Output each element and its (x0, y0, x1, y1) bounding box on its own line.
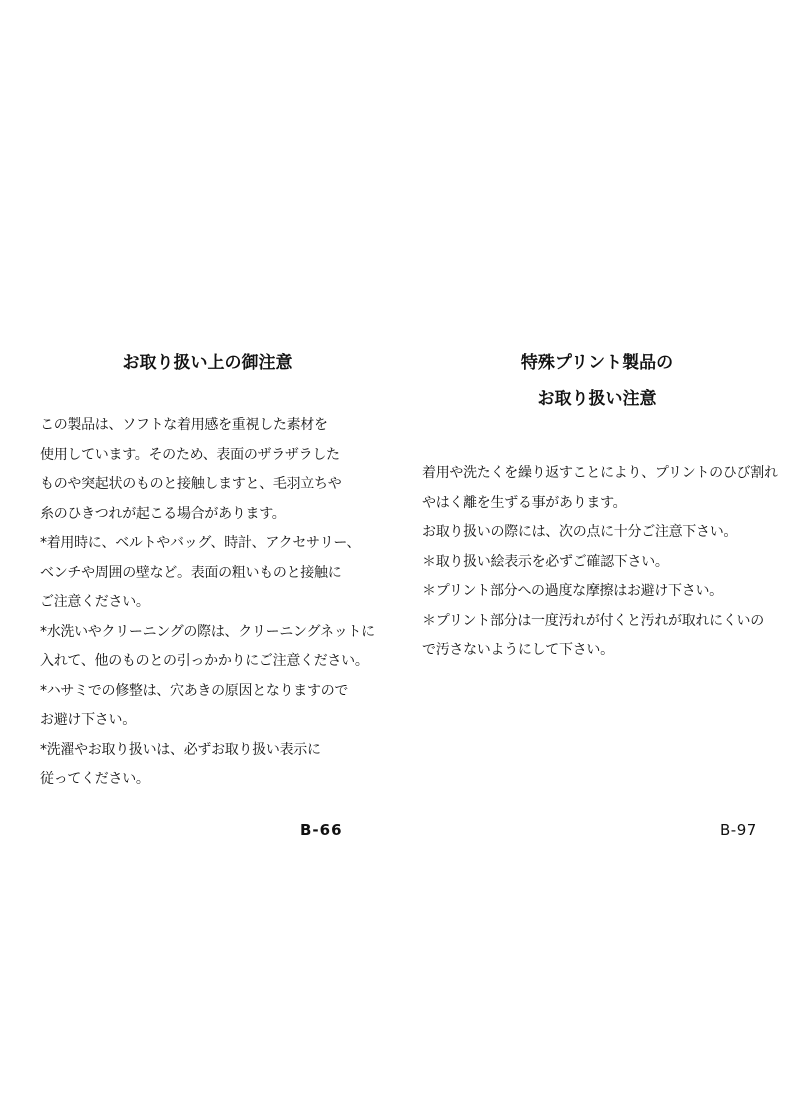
heading-line: お取り扱い注意 (537, 389, 657, 409)
body-line: ＊プリント部分は一度汚れが付くと汚れが取れにくいの (422, 612, 764, 629)
care-notice-body (40, 411, 375, 795)
body-line: *水洗いやクリーニングの際は、クリーニングネットに (40, 623, 375, 640)
care-notice-panel-left (40, 345, 375, 795)
body-line: ベンチや周囲の壁など。表面の粗いものと接触に (40, 564, 342, 581)
body-line: この製品は、ソフトな着用感を重視した素材を (40, 417, 328, 433)
body-line: ＊取り扱い絵表示を必ずご確認下さい。 (422, 553, 669, 570)
print-care-notice-heading (422, 345, 772, 417)
body-line: ＊プリント部分への過度な摩擦はお避け下さい。 (422, 583, 723, 599)
body-line: *ハサミでの修整は、穴あきの原因となりますので (40, 682, 349, 699)
body-line: で汚さないようにして下さい。 (422, 642, 614, 658)
body-line: 使用しています。そのため、表面のザラザラした (40, 446, 340, 463)
body-line: 糸のひきつれが起こる場合があります。 (40, 505, 286, 522)
print-care-notice-panel-right (422, 345, 778, 666)
body-line: やはく離を生ずる事があります。 (422, 494, 627, 511)
body-line: 着用や洗たくを繰り返すことにより、プリントのひび割れ (422, 465, 778, 481)
print-care-notice-body (422, 459, 778, 666)
body-line: 従ってください。 (40, 771, 150, 787)
body-line: お避け下さい。 (40, 712, 136, 728)
care-notice-heading: お取り扱い上の御注意 (122, 353, 293, 373)
body-line: *洗濯やお取り扱いは、必ずお取り扱い表示に (40, 741, 321, 758)
body-line: 入れて、他のものとの引っかかりにご注意ください。 (40, 653, 369, 669)
body-line: ものや突起状のものと接触しますと、毛羽立ちや (40, 476, 342, 492)
body-line: ご注意ください。 (40, 594, 150, 610)
body-line: お取り扱いの際には、次の点に十分ご注意下さい。 (422, 524, 738, 540)
heading-line: 特殊プリント製品の (520, 353, 674, 373)
page-number-right: B-97 (720, 821, 757, 839)
body-line: *着用時に、ベルトやバッグ、時計、アクセサリー、 (40, 535, 361, 551)
page-number-left: B-66 (300, 821, 343, 839)
